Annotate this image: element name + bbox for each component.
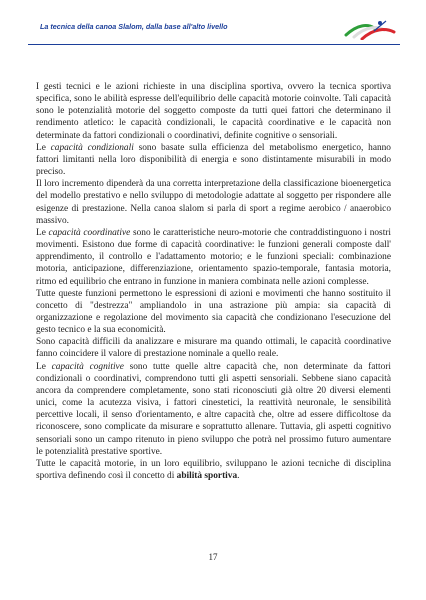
paragraph-text: . [237,471,240,481]
paragraph-text: Le [36,227,49,238]
paragraph [36,142,391,178]
paragraph-text: Tutte queste funzioni permettono le espressioni di azioni e movimenti che hanno sostituito il concetto di "destrezza" ampliandolo in una astrazione più ampia: sia capacità di organizzazione e regolazione del movimento sia capacità che condizionano l'esecuzione del gesto tecnico e la sua economicità. [36,288,391,336]
italian-flag-kayak-icon [344,18,398,40]
page-number: 17 [208,552,218,562]
paragraph-text: sono le caratteristiche neuro-motorie che contraddistinguono i nostri movimenti. Esistono due forme di capacità coordinative: le funzioni generali composte dall' apprendimento, il controllo e l'adattamento motorio; e le funzioni speciali: combinazione motoria, anticipazione, differenziazione, orientamento spazio-temporale, fantasia motoria, ritmo ed equilibrio che entrano in funzione in maniera combinata nelle azioni complesse. [36,227,392,287]
bold-term: abilità sportiva [176,471,238,481]
paragraph-text: Sono capacità difficili da analizzare e misurare ma quando ottimali, le capacità coordinative fanno coincidere il valore di prestazione nominale a quello reale. [36,337,391,360]
paragraph [36,178,391,227]
paragraph-text: I gesti tecnici e le azioni richieste in una disciplina sportiva, ovvero la tecnica sportiva specifica, sono le abilità espresse dell'equilibrio delle capacità motorie coinvolte. Tali capacità sono le potenzialità motorie del soggetto composte da tutti quei fattori che determinano il rendimento atletico: le capacità condizionali, le capacità coordinative e le capacità non determinate da fattori condizionali o coordinativi, definite cognitive o sensoriali. [36,82,391,141]
italic-term: capacità condizionali [50,142,134,153]
paragraph [36,361,391,458]
page-header [28,18,400,38]
italic-term: capacità coordinative [48,227,131,238]
paragraph-text: Le [36,142,51,153]
paragraph [36,81,391,142]
paragraph-text: sono basate sulla efficienza del metabolismo energetico, hanno fattori limitanti nella loro disponibilità di energia e sono distintamente misurabili in modo preciso. [36,142,391,178]
paragraph [36,458,391,482]
paragraph [36,288,391,337]
paragraph [36,336,391,360]
paragraph-text: Le [36,361,52,372]
header-title: La tecnica della canoa Slalom, dalla base all'alto livello [40,22,228,31]
paragraph-text: Il loro incremento dipenderà da una corretta interpretazione della classificazione bioenergetica del modello prestativo e nello sviluppo di metodologie adattate al soggetto per rispondere alle esigenze di prestazione. Nella canoa slalom si parla di sport a regime aerobico / anaerobico massivo. [36,179,391,226]
italic-term: capacità cognitive [51,361,124,372]
header-divider [28,44,400,45]
paragraph-text: Tutte le capacità motorie, in un loro equilibrio, sviluppano le azioni tecniche di disciplina sportiva definendo così il concetto di [36,458,391,481]
paragraph [36,227,391,288]
body-text [36,81,391,482]
paragraph-text: sono tutte quelle altre capacità che, non determinate da fattori condizionali o coordinativi, comprendono tutti gli aspetti sensoriali. Sebbene siano capacità ancora da comprendere completamente, sono stati riconosciuti già oltre 20 diversi elementi unici, come la acutezza visiva, i fattori cinestetici, la reattività neuronale, le sensibilità percettive locali, il senso d'orientamento, e altre capacità che, oltre ad essere difficoltose da riconoscere, sono complicate da misurare e soprattutto allenare. Tuttavia, gli aspetti cognitivo sensoriali sono un campo ritenuto in pieno sviluppo che potrà nel prossimo futuro aumentare le potenzialità prestative sportive. [36,361,391,457]
